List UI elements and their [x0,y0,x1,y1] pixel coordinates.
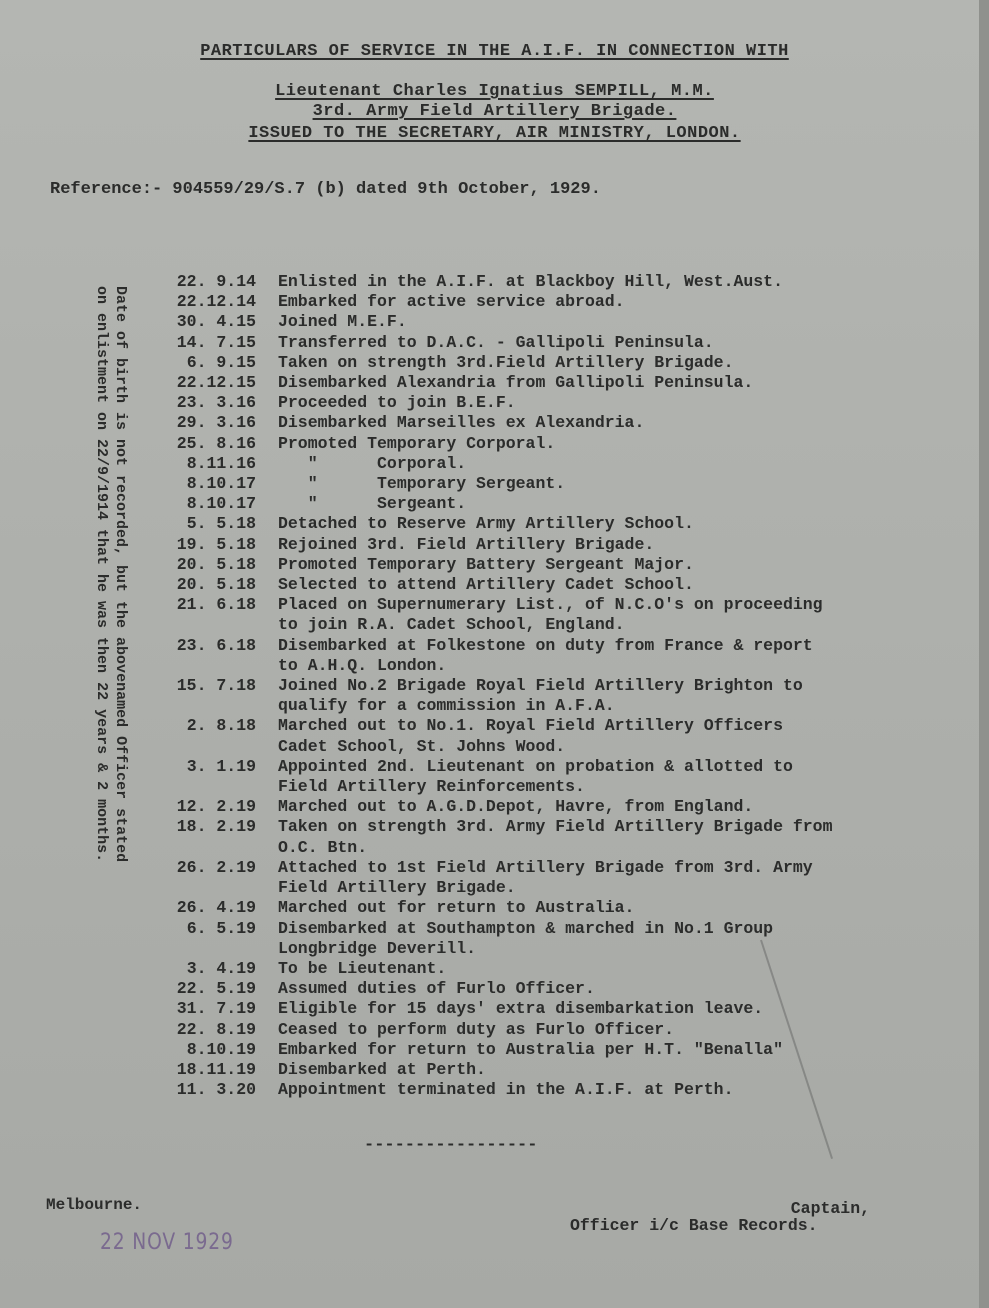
service-entry [150,494,980,514]
service-entry [150,858,980,898]
entry-date: 18.11.19 [176,1059,256,1079]
entry-date: 2. 8.18 [186,716,256,736]
entry-date: 22. 9.14 [176,272,256,291]
service-entry [150,272,980,292]
signature-title: Captain, [790,1199,870,1218]
entry-description: Enlisted in the A.I.F. at Blackboy Hill, West.Aust. [278,272,783,291]
entry-date: 8.10.17 [186,474,256,494]
service-entry [150,535,980,555]
entry-description: Appointed 2nd. Lieutenant on probation & allotted to Field Artillery Reinforcements. [278,756,793,797]
entry-description: Marched out for return to Australia. [278,898,635,918]
entry-description: Joined M.E.F. [278,312,407,332]
heading-unit: 3rd. Army Field Artillery Brigade. [312,102,677,121]
entry-date: 5. 5.18 [186,514,256,534]
service-entries [150,272,980,1100]
signature-block [570,1200,870,1234]
entry-description: Selected to attend Artillery Cadet School. [278,575,694,595]
birth-date-note [93,286,130,1066]
service-entry [150,1040,980,1060]
entry-description: Disembarked at Southampton & marched in No.1 Group Longbridge Deverill. [278,918,774,958]
entry-date: 31. 7.19 [176,999,256,1019]
entry-description: Marched out to No.1. Royal Field Artillery Officers Cadet School, St. Johns Wood. [278,716,783,756]
service-entry [150,676,980,716]
entry-date: 8.10.17 [186,494,256,514]
entry-description: Proceeded to join B.E.F. [278,393,516,413]
entry-date: 22.12.15 [176,373,256,393]
entry-description: Promoted Temporary Corporal. [278,433,556,453]
entry-date: 8.10.19 [186,1039,256,1059]
entry-date: 22.12.14 [176,292,256,312]
entry-description: " Temporary Sergeant. [278,474,566,494]
entry-date: 21. 6.18 [176,595,256,615]
heading-line-1: PARTICULARS OF SERVICE IN THE A.I.F. IN CONNECTION WITH [200,42,789,61]
entry-description: Transferred to D.A.C. - Gallipoli Peninsula. [278,332,714,352]
service-entry [150,959,980,979]
signature-office: Officer i/c Base Records. [570,1216,818,1235]
entry-description: Taken on strength 3rd. Army Field Artillery Brigade from O.C. Btn. [278,817,833,857]
entry-date: 20. 5.18 [176,554,256,574]
service-entry [150,1060,980,1080]
birth-note-line-2: on enlistment on 22/9/1914 that he was then 22 years & 2 months. [93,286,110,863]
entry-description: Ceased to perform duty as Furlo Officer. [278,1019,675,1039]
service-entry [150,373,980,393]
entry-date: 25. 8.16 [176,433,256,453]
service-entry [150,555,980,575]
entry-date: 6. 5.19 [186,918,256,938]
service-entry [150,454,980,474]
entry-date: 18. 2.19 [176,817,256,837]
entry-description: Marched out to A.G.D.Depot, Havre, from England. [278,797,754,817]
page-edge [979,0,989,1308]
entry-description: Embarked for active service abroad. [278,292,625,312]
entry-date: 3. 1.19 [186,756,256,776]
entry-description: Eligible for 15 days' extra disembarkation leave. [278,999,764,1019]
entry-date: 14. 7.15 [176,332,256,352]
service-entry [150,333,980,353]
entry-date: 23. 6.18 [176,635,256,655]
service-entry [150,474,980,494]
entry-date: 30. 4.15 [176,312,256,332]
service-entry [150,817,980,857]
entry-date: 11. 3.20 [176,1080,256,1100]
service-entry [150,312,980,332]
entry-description: Disembarked at Folkestone on duty from France & report to A.H.Q. London. [278,635,813,675]
entry-date: 26. 4.19 [176,898,256,918]
entry-description: Promoted Temporary Battery Sergeant Major. [278,554,694,574]
service-entry [150,636,980,676]
service-entry [150,514,980,534]
entry-date: 26. 2.19 [176,857,256,877]
service-entry [150,393,980,413]
service-entry [150,979,980,999]
entry-description: Detached to Reserve Army Artillery School. [278,514,694,534]
service-entry [150,898,980,918]
heading-officer-name: Lieutenant Charles Ignatius SEMPILL, M.M. [275,82,714,101]
service-entry [150,353,980,373]
entry-date: 22. 8.19 [176,1019,256,1039]
entry-date: 22. 5.19 [176,979,256,999]
service-entry [150,575,980,595]
entry-date: 29. 3.16 [176,413,256,433]
entry-date: 19. 5.18 [176,534,256,554]
entry-date: 12. 2.19 [176,797,256,817]
entry-date: 6. 9.15 [186,352,256,372]
entry-description: Placed on Supernumerary List., of N.C.O's on proceeding to join R.A. Cadet School, England. [278,595,823,635]
entry-description: Embarked for return to Australia per H.T. "Benalla" [278,1039,783,1059]
entry-description: " Sergeant. [278,494,467,514]
end-rule: ----------------- [364,1136,538,1155]
service-entry [150,292,980,312]
birth-note-line-1: Date of birth is not recorded, but the abovenamed Officer stated [112,286,129,863]
service-entry [150,919,980,959]
entry-date: 3. 4.19 [186,958,256,978]
entry-description: Disembarked Marseilles ex Alexandria. [278,413,645,433]
entry-date: 15. 7.18 [176,676,256,696]
service-entry [150,595,980,635]
entry-date: 8.11.16 [186,453,256,473]
service-entry [150,757,980,797]
entry-description: Taken on strength 3rd.Field Artillery Brigade. [278,352,734,372]
entry-description: " Corporal. [278,453,467,473]
entry-date: 20. 5.18 [176,575,256,595]
heading-issued-to: ISSUED TO THE SECRETARY, AIR MINISTRY, LONDON. [248,124,741,143]
entry-description: To be Lieutenant. [278,958,447,978]
service-entry [150,716,980,756]
entry-description: Appointment terminated in the A.I.F. at Perth. [278,1080,734,1100]
service-entry [150,797,980,817]
date-stamp: 22 NOV 1929 [100,1230,234,1255]
entry-description: Disembarked Alexandria from Gallipoli Peninsula. [278,373,754,393]
entry-description: Rejoined 3rd. Field Artillery Brigade. [278,534,655,554]
entry-description: Disembarked at Perth. [278,1059,486,1079]
place-of-issue: Melbourne. [46,1196,143,1214]
service-entry [150,1080,980,1100]
entry-date: 23. 3.16 [176,393,256,413]
service-entry [150,434,980,454]
reference-line: Reference:- 904559/29/S.7 (b) dated 9th October, 1929. [50,180,601,199]
service-entry [150,999,980,1019]
entry-description: Assumed duties of Furlo Officer. [278,979,595,999]
service-entry [150,413,980,433]
entry-description: Attached to 1st Field Artillery Brigade from 3rd. Army Field Artillery Brigade. [278,857,813,898]
entry-description: Joined No.2 Brigade Royal Field Artillery Brighton to qualify for a commission in A.F.A. [278,676,803,716]
service-entry [150,1020,980,1040]
